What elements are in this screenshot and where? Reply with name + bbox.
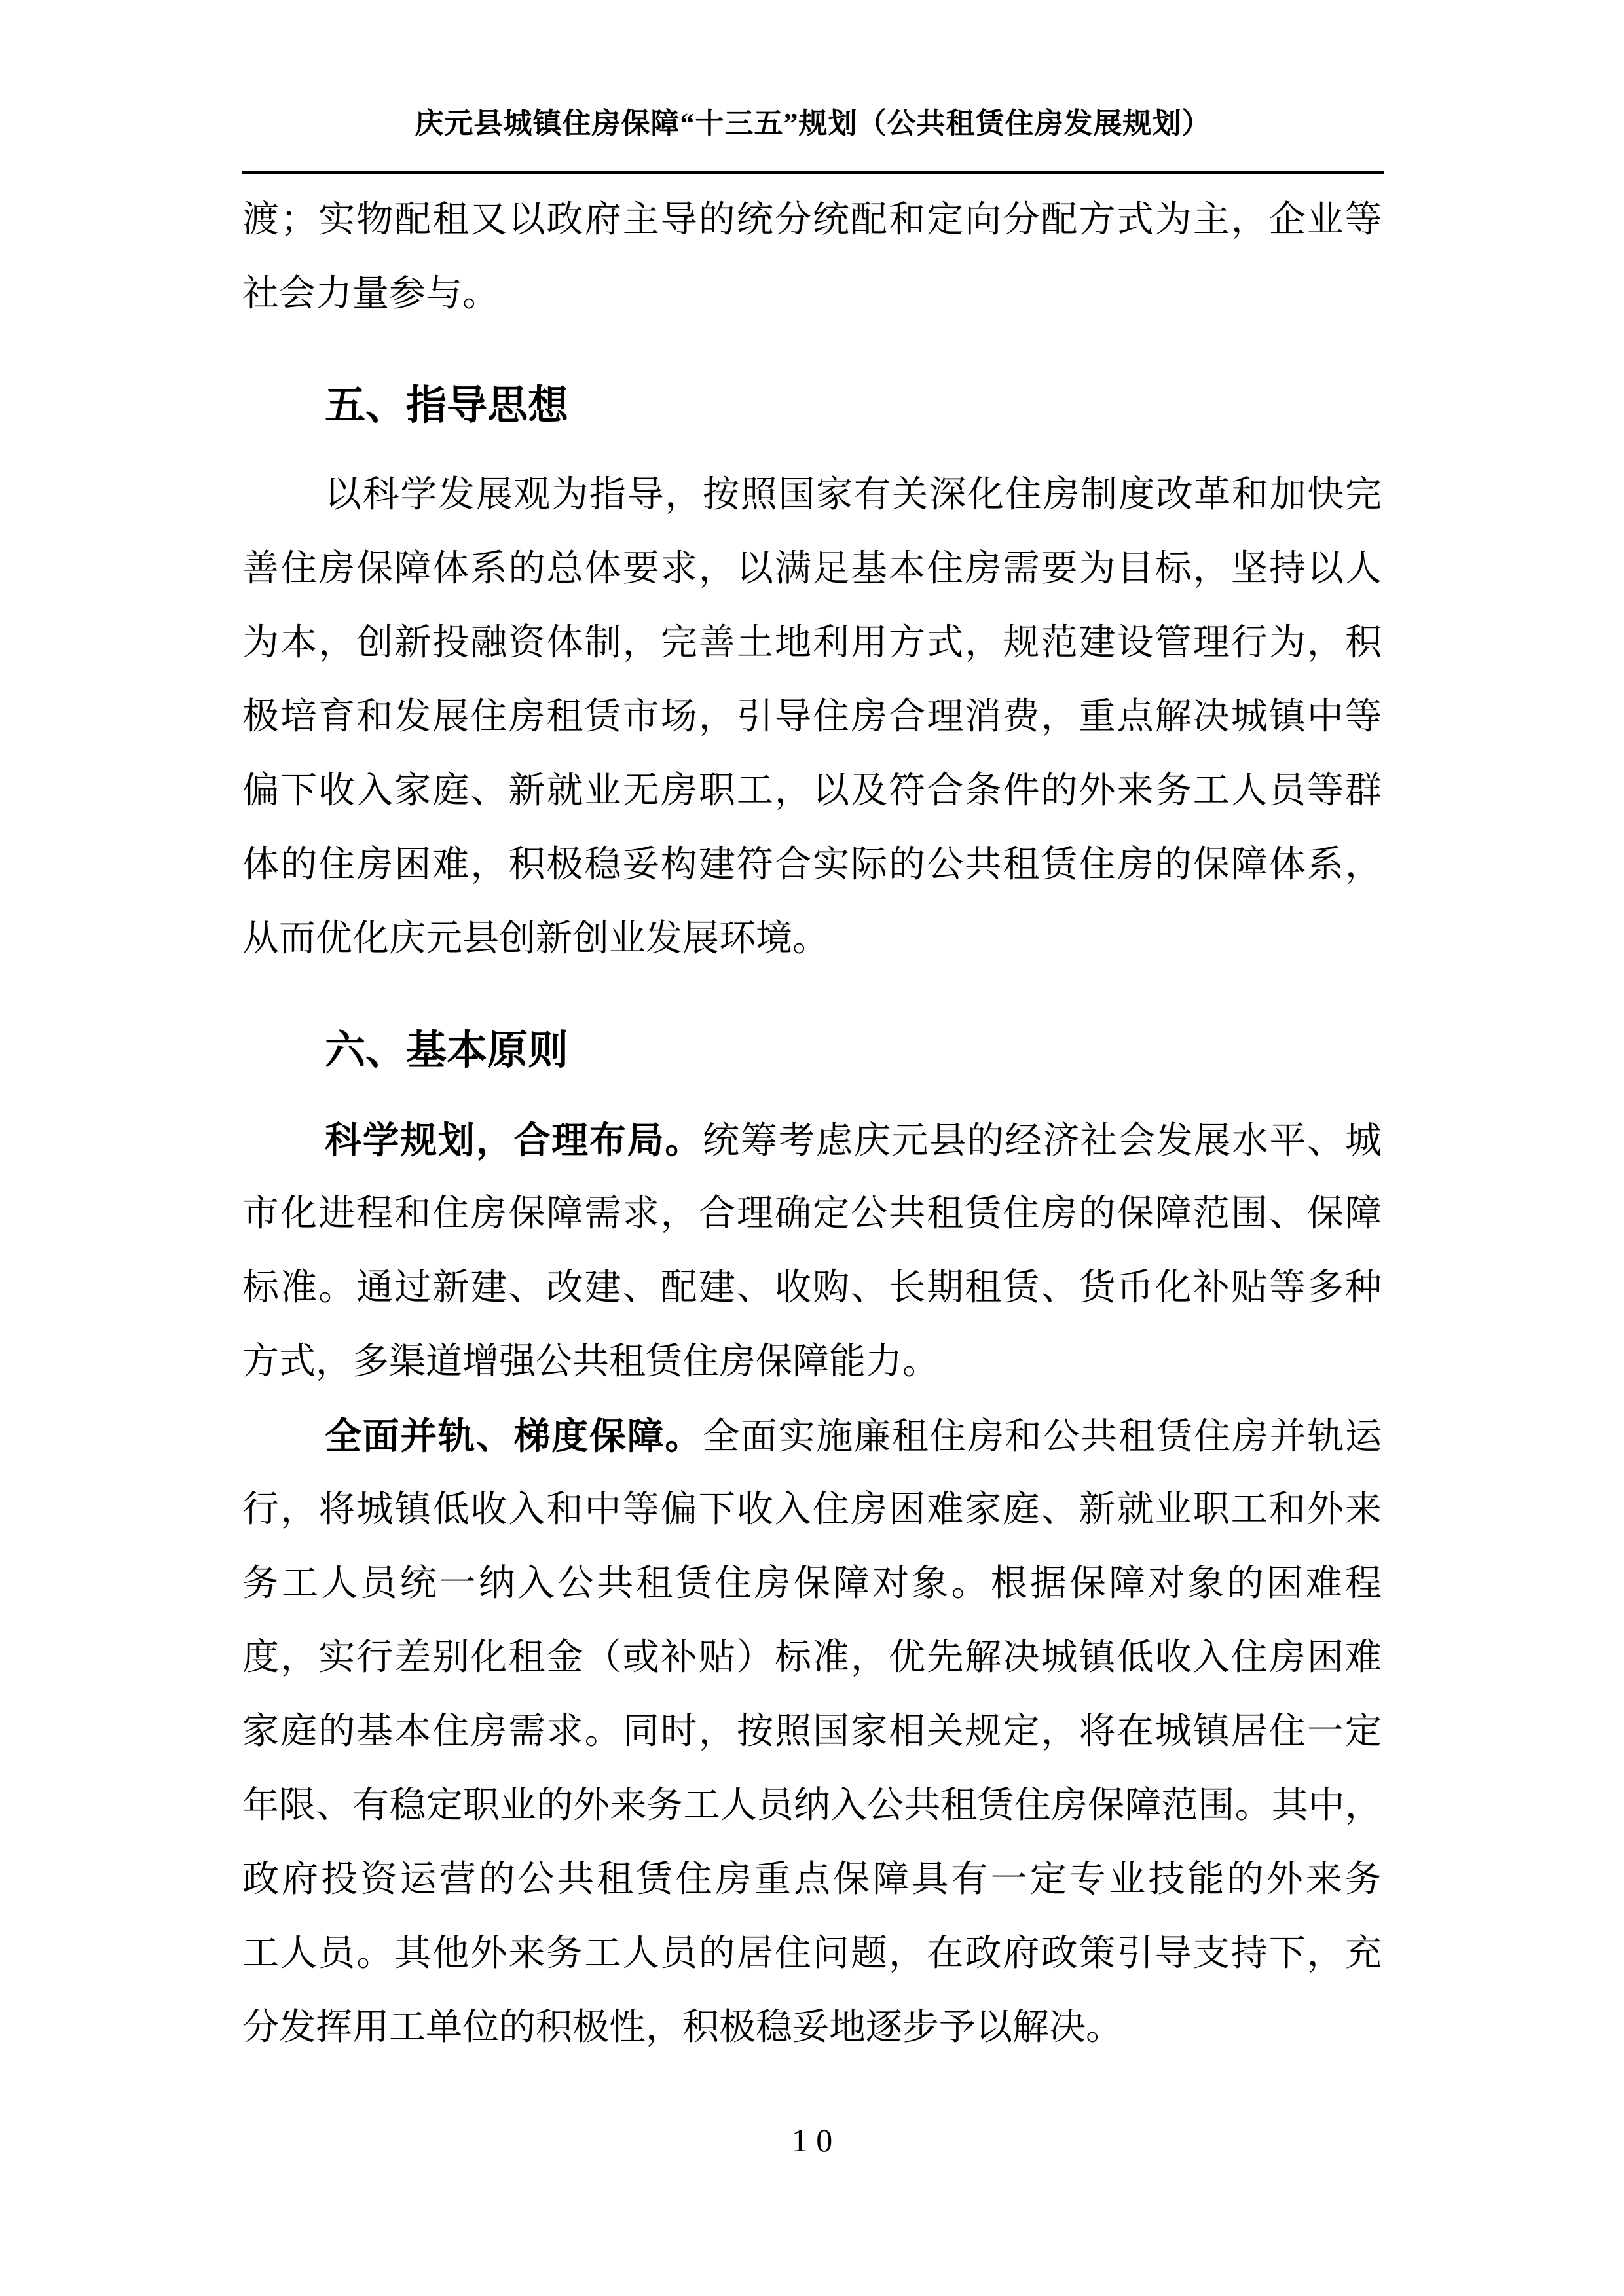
- section-heading: 五、指导思想: [325, 383, 569, 428]
- body-line: [242, 1399, 1382, 1473]
- body-line: 体的住房困难，积极稳妥构建符合实际的公共租赁住房的保障体系，: [242, 845, 1382, 885]
- page-header-title: 庆元县城镇住房保障“十三五”规划（公共租赁住房发展规划）: [415, 107, 1211, 139]
- body-line: 偏下收入家庭、新就业无房职工，以及符合条件的外来务工人员等群: [242, 771, 1382, 811]
- body-line-text: 统筹考虑庆元县的经济社会发展水平、城: [703, 1121, 1382, 1161]
- section-heading: 六、基本原则: [325, 1028, 569, 1073]
- body-line: 市化进程和住房保障需求，合理确定公共租赁住房的保障范围、保障: [242, 1194, 1382, 1234]
- paragraph-lead: 全面并轨、梯度保障。: [325, 1415, 703, 1457]
- paragraph: [242, 183, 1382, 331]
- body-line: 务工人员统一纳入公共租赁住房保障对象。根据保障对象的困难程: [242, 1563, 1382, 1604]
- body-line: 渡；实物配租又以政府主导的统分统配和定向分配方式为主，企业等: [242, 200, 1382, 240]
- body-line: [242, 1103, 1382, 1177]
- body-line: 工人员。其他外来务工人员的居住问题，在政府政策引导支持下，充: [242, 1933, 1382, 1974]
- body-line: 极培育和发展住房租赁市场，引导住房合理消费，重点解决城镇中等: [242, 697, 1382, 737]
- header-rule: [242, 171, 1384, 174]
- body-line: 分发挥用工单位的积极性，积极稳妥地逐步予以解决。: [242, 2007, 1122, 2048]
- body-line: 度，实行差别化租金（或补贴）标准，优先解决城镇低收入住房困难: [242, 1637, 1382, 1678]
- body-line: 社会力量参与。: [242, 274, 499, 314]
- paragraph-lead: 科学规划，合理布局。: [325, 1120, 703, 1161]
- page-number: 1 0: [791, 2122, 833, 2159]
- body-line: 善住房保障体系的总体要求，以满足基本住房需要为目标，坚持以人: [242, 549, 1382, 589]
- body-line: 为本，创新投融资体制，完善土地利用方式，规范建设管理行为，积: [242, 623, 1382, 663]
- body-line: 行，将城镇低收入和中等偏下收入住房困难家庭、新就业职工和外来: [242, 1489, 1382, 1530]
- document-body: [242, 183, 1382, 2065]
- paragraph: [242, 1103, 1382, 1399]
- body-line: 方式，多渠道增强公共租赁住房保障能力。: [242, 1341, 939, 1382]
- body-line: 年限、有稳定职业的外来务工人员纳入公共租赁住房保障范围。其中，: [242, 1785, 1382, 1826]
- body-line: 家庭的基本住房需求。同时，按照国家相关规定，将在城镇居住一定: [242, 1711, 1382, 1752]
- body-line: 从而优化庆元县创新创业发展环境。: [242, 919, 829, 959]
- body-line: 标准。通过新建、改建、配建、收购、长期租赁、货币化补贴等多种: [242, 1267, 1382, 1308]
- paragraph: [242, 1399, 1382, 2065]
- body-line: 以科学发展观为指导，按照国家有关深化住房制度改革和加快完: [325, 475, 1382, 515]
- body-line-text: 全面实施廉租住房和公共租赁住房并轨运: [703, 1417, 1382, 1457]
- paragraph: [242, 458, 1382, 976]
- body-line: 政府投资运营的公共租赁住房重点保障具有一定专业技能的外来务: [242, 1859, 1382, 1900]
